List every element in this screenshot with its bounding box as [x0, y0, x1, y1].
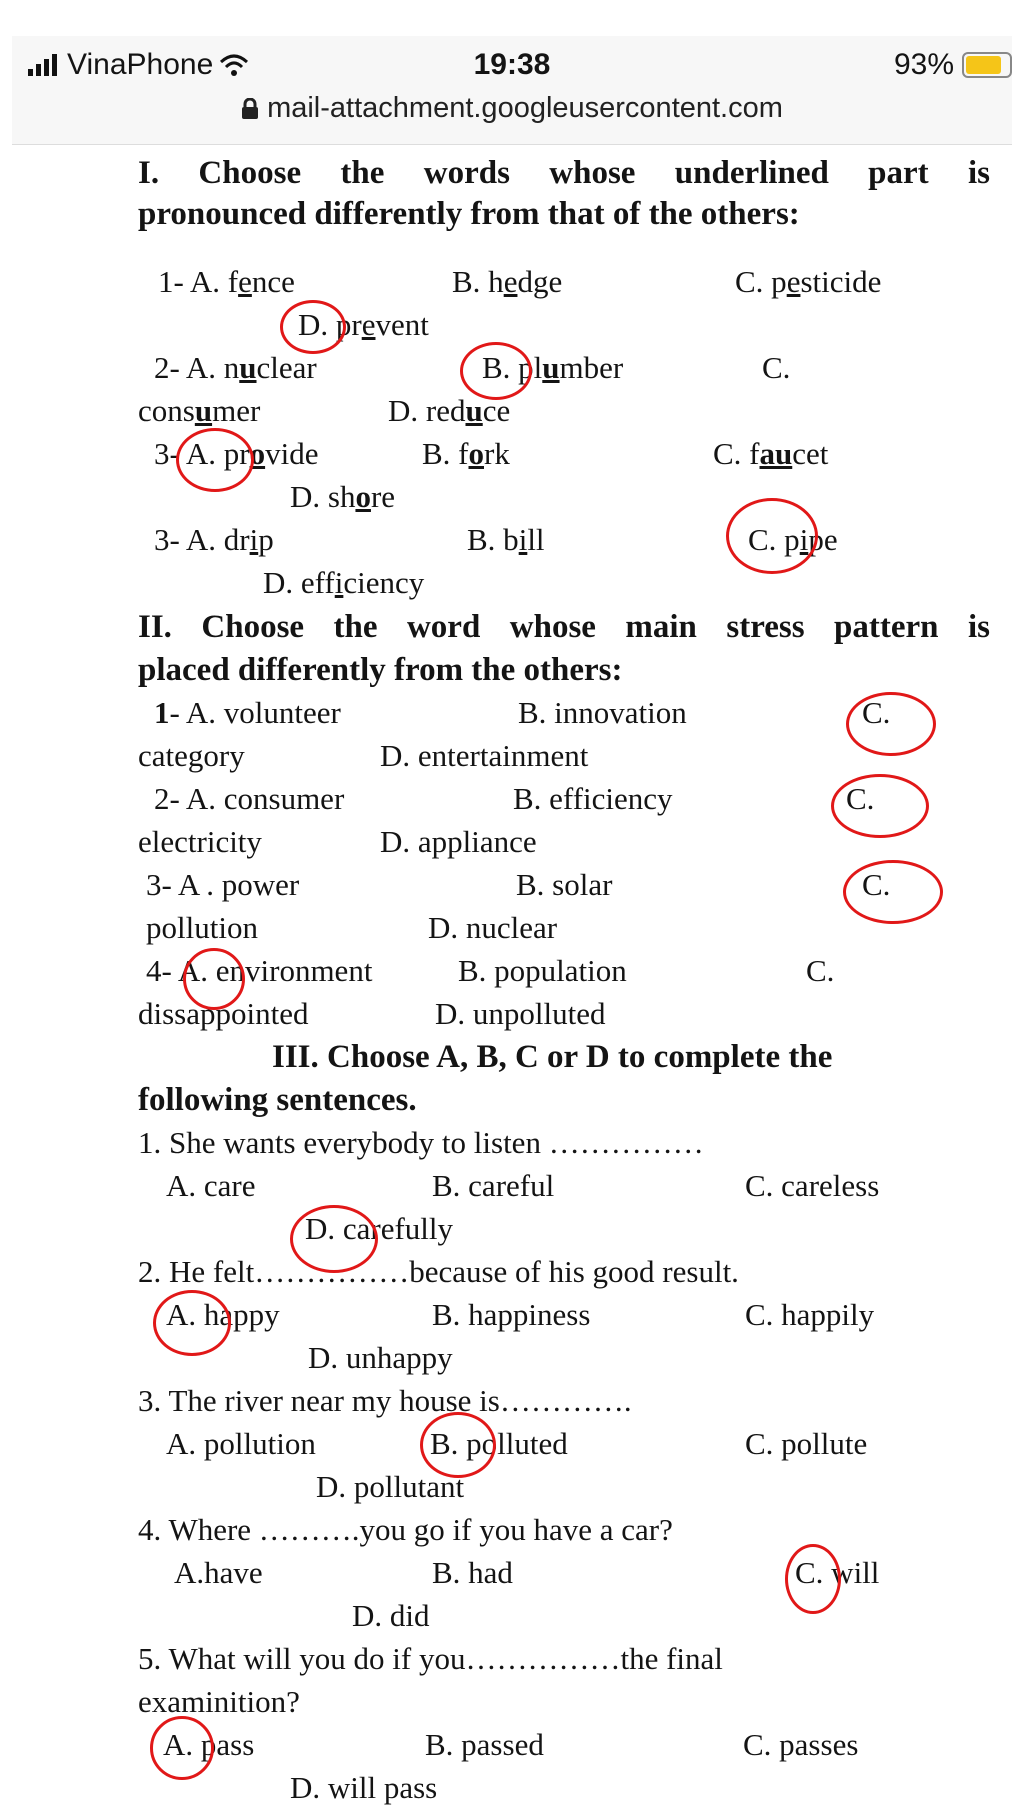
s3-q5-stem-line2: examinition?: [138, 1684, 300, 1719]
s2-q3-d: D. nuclear: [428, 910, 558, 945]
s1-q4-a: 3- A. drip: [154, 522, 274, 557]
answer-circle: [176, 428, 254, 492]
s2-q2-b: B. efficiency: [513, 781, 673, 816]
s2-q4-c: dissappointed: [138, 996, 309, 1031]
s3-q5-c: C. passes: [743, 1727, 859, 1762]
s1-q2-b: B. plumber: [482, 350, 624, 385]
answer-circle: [460, 342, 532, 400]
answer-circle: [183, 948, 245, 1010]
s2-q1-b: B. innovation: [518, 695, 687, 730]
s2-q2-d: D. appliance: [380, 824, 537, 859]
s2-q3-a: 3- A . power: [146, 867, 300, 902]
s3-q4-a: A.have: [174, 1555, 263, 1590]
s3-q1-d: D. carefully: [305, 1211, 454, 1246]
section-3-heading-line2: following sentences.: [138, 1082, 417, 1118]
s1-q1-c: C. pesticide: [735, 264, 882, 299]
s3-q3-b: B. polluted: [430, 1426, 568, 1461]
answer-circle: [843, 860, 943, 924]
answer-circle: [846, 692, 936, 756]
s3-q5-a: A. pass: [163, 1727, 255, 1762]
s2-q2-a: 2- A. consumer: [154, 781, 345, 816]
s1-q3-b: B. fork: [422, 436, 510, 471]
s1-q2-c: consumer: [138, 393, 261, 428]
s2-q1-c: category: [138, 738, 245, 773]
clock: 19:38: [473, 48, 551, 81]
s1-q2-a: 2- A. nuclear: [154, 350, 317, 385]
s1-q4-d: D. efficiency: [263, 565, 425, 600]
s3-q3-d: D. pollutant: [316, 1469, 465, 1504]
s3-q3-stem: 3. The river near my house is………….: [138, 1383, 632, 1418]
s1-q3-a: 3- A. provide: [154, 436, 319, 471]
s3-q2-stem: 2. He felt……………because of his good result.: [138, 1254, 739, 1289]
s2-q1-d: D. entertainment: [380, 738, 589, 773]
s3-q1-a: A. care: [166, 1168, 256, 1203]
s1-q4-c: C. pipe: [748, 522, 838, 557]
s3-q4-b: B. had: [432, 1555, 513, 1590]
battery-indicator: [894, 48, 1012, 82]
s3-q1-c: C. careless: [745, 1168, 880, 1203]
section-2-heading-line2: placed differently from the others:: [138, 652, 623, 688]
s1-q3-c: C. faucet: [713, 436, 829, 471]
section-1-heading-line2: pronounced differently from that of the others:: [138, 196, 800, 232]
s1-q2-c-label: C.: [762, 350, 791, 385]
answer-circle: [420, 1412, 496, 1478]
answer-circle: [280, 300, 346, 354]
s2-q3-b: B. solar: [516, 867, 613, 902]
answer-circle: [726, 498, 818, 574]
s2-q4-a: 4- A. environment: [146, 953, 373, 988]
s1-q4-b: B. bill: [467, 522, 545, 557]
url-bar[interactable]: [12, 92, 1012, 125]
document: [0, 148, 1024, 1820]
answer-circle: [831, 774, 929, 838]
answer-circle: [785, 1544, 841, 1614]
answer-circle: [290, 1205, 378, 1273]
answer-circle: [150, 1716, 214, 1780]
s3-q5-b: B. passed: [425, 1727, 544, 1762]
battery-percent: 93%: [893, 48, 954, 81]
battery-icon: [962, 52, 1012, 78]
section-1-heading: I. Choose the words whose underlined part is: [138, 155, 990, 191]
s3-q3-c: C. pollute: [745, 1426, 868, 1461]
s2-q1-a: 1- A. volunteer: [154, 695, 341, 730]
s3-q3-a: A. pollution: [166, 1426, 316, 1461]
divider: [12, 144, 1012, 145]
status-bar: [12, 36, 1012, 144]
s3-q4-stem: 4. Where ……….you go if you have a car?: [138, 1512, 673, 1547]
s3-q2-b: B. happiness: [432, 1297, 591, 1332]
s3-q2-a: A. happy: [166, 1297, 280, 1332]
lock-icon: [241, 98, 259, 120]
s3-q2-c: C. happily: [745, 1297, 875, 1332]
answer-circle: [153, 1290, 231, 1356]
s2-q4-b: B. population: [458, 953, 627, 988]
url-text: mail-attachment.googleusercontent.com: [267, 92, 783, 124]
s3-q4-d: D. did: [352, 1598, 430, 1633]
s3-q5-stem: 5. What will you do if you……………the final: [138, 1641, 723, 1676]
s1-q1-d: D. prevent: [298, 307, 429, 342]
s2-q3-c-label: C.: [862, 867, 891, 902]
s1-q1-a: 1- A. fence: [158, 264, 295, 299]
s1-q2-d: D. reduce: [388, 393, 511, 428]
section-3-heading: III. Choose A, B, C or D to complete the: [272, 1039, 833, 1075]
s3-q5-d: D. will pass: [290, 1770, 438, 1805]
s2-q3-c: pollution: [146, 910, 258, 945]
s2-q2-c: electricity: [138, 824, 262, 859]
s2-q2-c-label: C.: [846, 781, 875, 816]
s3-q2-d: D. unhappy: [308, 1340, 453, 1375]
s3-q1-b: B. careful: [432, 1168, 555, 1203]
s2-q4-c-label: C.: [806, 953, 835, 988]
s3-q4-c: C. will: [795, 1555, 880, 1590]
section-2-heading: II. Choose the word whose main stress pattern is: [138, 609, 990, 645]
s2-q4-d: D. unpolluted: [435, 996, 606, 1031]
carrier-name: VinaPhone: [67, 48, 214, 81]
s2-q1-c-label: C.: [862, 695, 891, 730]
s1-q1-b: B. hedge: [452, 264, 563, 299]
s3-q1-stem: 1. She wants everybody to listen ……………: [138, 1125, 704, 1160]
s1-q3-d: D. shore: [290, 479, 396, 514]
